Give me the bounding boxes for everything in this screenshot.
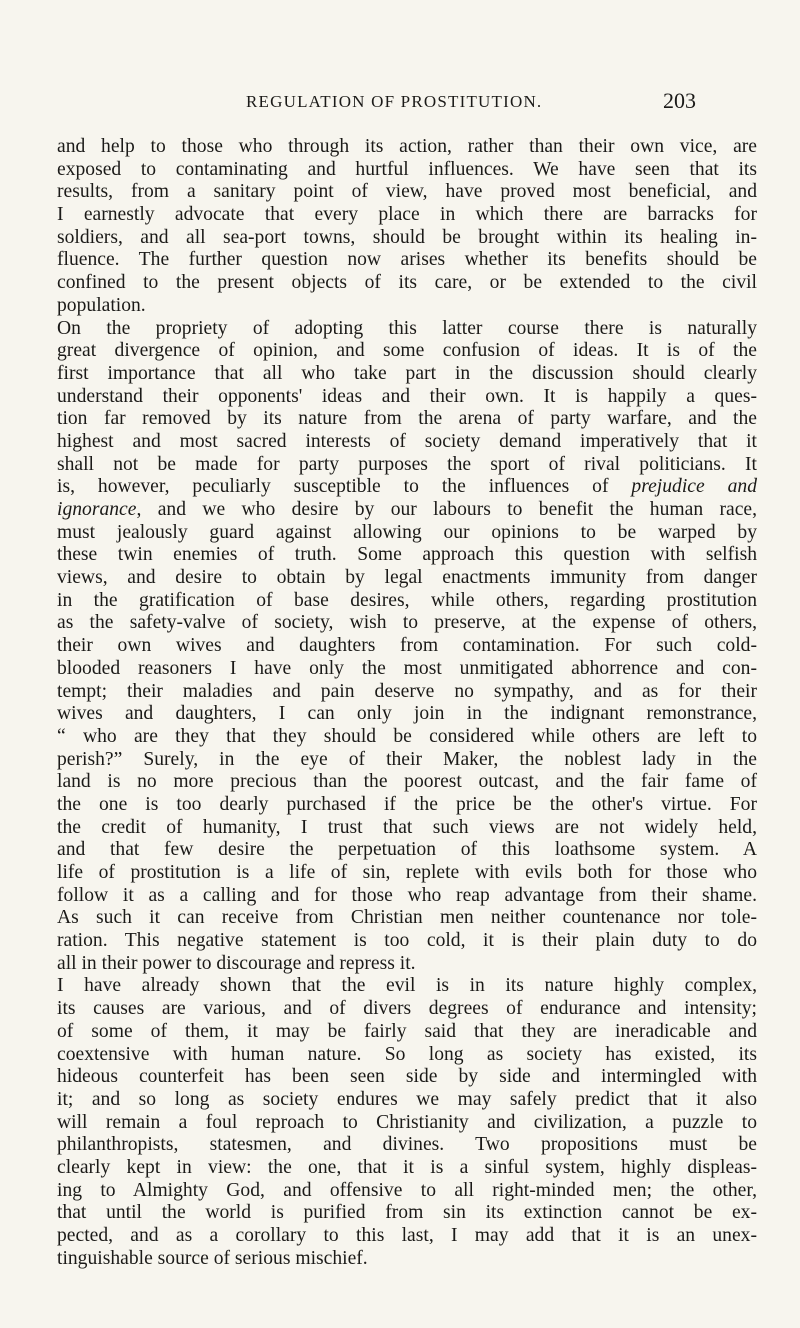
text-line: its causes are various, and of divers degrees of endurance and intensity; xyxy=(57,998,757,1020)
italic-run: ignorance xyxy=(57,499,137,520)
body-text xyxy=(57,136,757,1270)
text-line: soldiers, and all sea-port towns, should be brought within its healing in- xyxy=(57,226,757,248)
text-line: I earnestly advocate that every place in which there are barracks for xyxy=(57,204,757,226)
text-line: shall not be made for party purposes the sport of rival politicians. It xyxy=(57,453,757,475)
text-line: it; and so long as society endures we may safely predict that it also xyxy=(57,1088,757,1110)
text-line: confined to the present objects of its care, or be extended to the civil xyxy=(57,272,757,294)
text-line: wives and daughters, I can only join in the indignant remonstrance, xyxy=(57,703,757,725)
text-line: as the safety-valve of society, wish to preserve, at the expense of others, xyxy=(57,612,757,634)
text-line: that until the world is purified from sin its extinction cannot be ex- xyxy=(57,1202,757,1224)
text-line: and that few desire the perpetuation of this loathsome system. A xyxy=(57,839,757,861)
text-line: will remain a foul reproach to Christianity and civilization, a puzzle to xyxy=(57,1111,757,1133)
text-line: tinguishable source of serious mischief. xyxy=(57,1247,368,1269)
text-line-emphasis xyxy=(57,476,757,499)
text-line: fluence. The further question now arises whether its benefits should be xyxy=(57,249,757,271)
text-run: is, however, peculiarly susceptible to the influences of xyxy=(57,476,632,498)
text-line: all in their power to discourage and repress it. xyxy=(57,952,416,974)
text-line: ing to Almighty God, and offensive to all right-minded men; the other, xyxy=(57,1179,757,1201)
text-line: life of prostitution is a life of sin, replete with evils both for those who xyxy=(57,862,757,883)
text-line: first importance that all who take part in the discussion should clearly xyxy=(57,362,757,384)
text-line: highest and most sacred interests of society demand imperatively that it xyxy=(57,430,757,452)
text-line: tempt; their maladies and pain deserve no sympathy, and as for their xyxy=(57,680,757,702)
text-line: philanthropists, statesmen, and divines. Two propositions must be xyxy=(57,1134,757,1156)
text-line: As such it can receive from Christian men neither countenance nor tole- xyxy=(57,907,757,929)
text-line: their own wives and daughters from contamination. For such cold- xyxy=(57,635,757,657)
text-line: tion far removed by its nature from the arena of party warfare, and the xyxy=(57,408,757,430)
text-line: in the gratification of base desires, while others, regarding prostitution xyxy=(57,589,757,611)
text-line: blooded reasoners I have only the most unmitigated abhorrence and con- xyxy=(57,657,757,679)
text-line: “ who are they that they should be considered while others are left to xyxy=(57,725,757,747)
page-number: 203 xyxy=(663,88,696,113)
text-line: great divergence of opinion, and some confusion of ideas. It is of the xyxy=(57,340,757,362)
text-line: coextensive with human nature. So long as society has existed, its xyxy=(57,1043,757,1065)
text-line: pected, and as a corollary to this last, I may add that it is an unex- xyxy=(57,1225,757,1246)
text-line: views, and desire to obtain by legal enactments immunity from danger xyxy=(57,567,757,589)
text-line: population. xyxy=(57,294,146,316)
italic-run: prejudice and xyxy=(631,476,757,498)
text-line: of some of them, it may be fairly said that they are ineradicable and xyxy=(57,1020,757,1042)
text-line: results, from a sanitary point of view, have proved most beneficial, and xyxy=(57,181,757,203)
text-line: land is no more precious than the poorest outcast, and the fair fame of xyxy=(57,771,757,793)
text-line: understand their opponents' ideas and their own. It is happily a ques- xyxy=(57,385,757,407)
text-line: ration. This negative statement is too cold, it is their plain duty to do xyxy=(57,930,757,952)
text-run: , and we who desire by our labours to benefit the human race, xyxy=(136,499,757,520)
text-line: exposed to contaminating and hurtful influences. We have seen that its xyxy=(57,158,757,180)
text-line: hideous counterfeit has been seen side by side and intermingled with xyxy=(57,1066,757,1088)
text-line: the one is too dearly purchased if the price be the other's virtue. For xyxy=(57,793,757,815)
text-line-emphasis xyxy=(57,499,757,522)
text-line: and help to those who through its action, rather than their own vice, are xyxy=(57,136,757,157)
text-line: perish?” Surely, in the eye of their Maker, the noblest lady in the xyxy=(57,748,757,770)
running-title: REGULATION OF PROSTITUTION. xyxy=(246,92,543,111)
text-line: these twin enemies of truth. Some approach this question with selfish xyxy=(57,544,757,566)
text-line: On the propriety of adopting this latter course there is naturally xyxy=(57,317,757,339)
text-line: follow it as a calling and for those who reap advantage from their shame. xyxy=(57,884,757,906)
text-line: the credit of humanity, I trust that such views are not widely held, xyxy=(57,816,757,838)
text-line: I have already shown that the evil is in its nature highly complex, xyxy=(57,975,757,997)
text-line: clearly kept in view: the one, that it is a sinful system, highly displeas- xyxy=(57,1156,757,1178)
text-line: must jealously guard against allowing our opinions to be warped by xyxy=(57,521,757,543)
